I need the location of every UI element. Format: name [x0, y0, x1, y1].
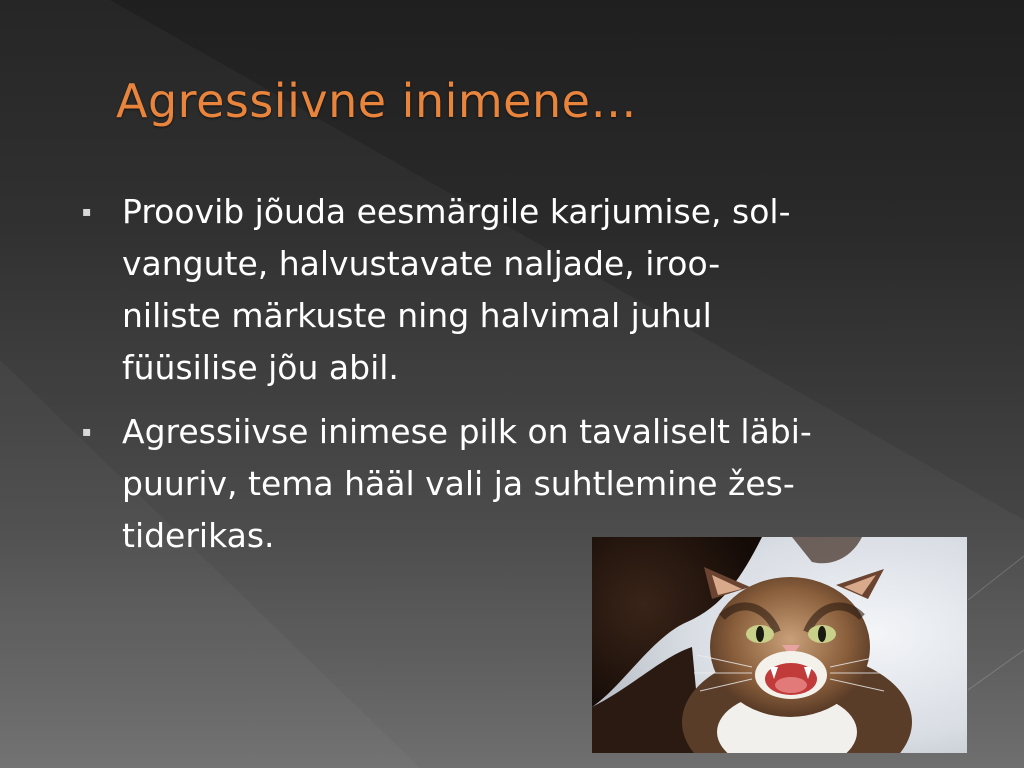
bullet-list [82, 186, 962, 574]
bullet-item [82, 186, 962, 394]
bullet-text-line: Proovib jõuda eesmärgile karjumise, sol- [122, 192, 791, 231]
bullet-marker-icon: ▪ [82, 424, 92, 440]
bullet-text-line: füüsilise jõu abil. [122, 348, 399, 387]
bullet-text-line: niliste märkuste ning halvimal juhul [122, 296, 712, 335]
bullet-text-line: vangute, halvustavate naljade, iroo- [122, 244, 721, 283]
bullet-text-line: Agressiivse inimese pilk on tavaliselt läbi- [122, 412, 812, 451]
bullet-text-line: puuriv, tema hääl vali ja suhtlemine žes- [122, 464, 795, 503]
bullet-text-line: tiderikas. [122, 516, 275, 555]
bullet-marker-icon: ▪ [82, 204, 92, 220]
hissing-cat-photo [592, 537, 967, 753]
slide-title: Agressiivne inimene… [116, 74, 637, 128]
bullet-text [122, 186, 791, 394]
